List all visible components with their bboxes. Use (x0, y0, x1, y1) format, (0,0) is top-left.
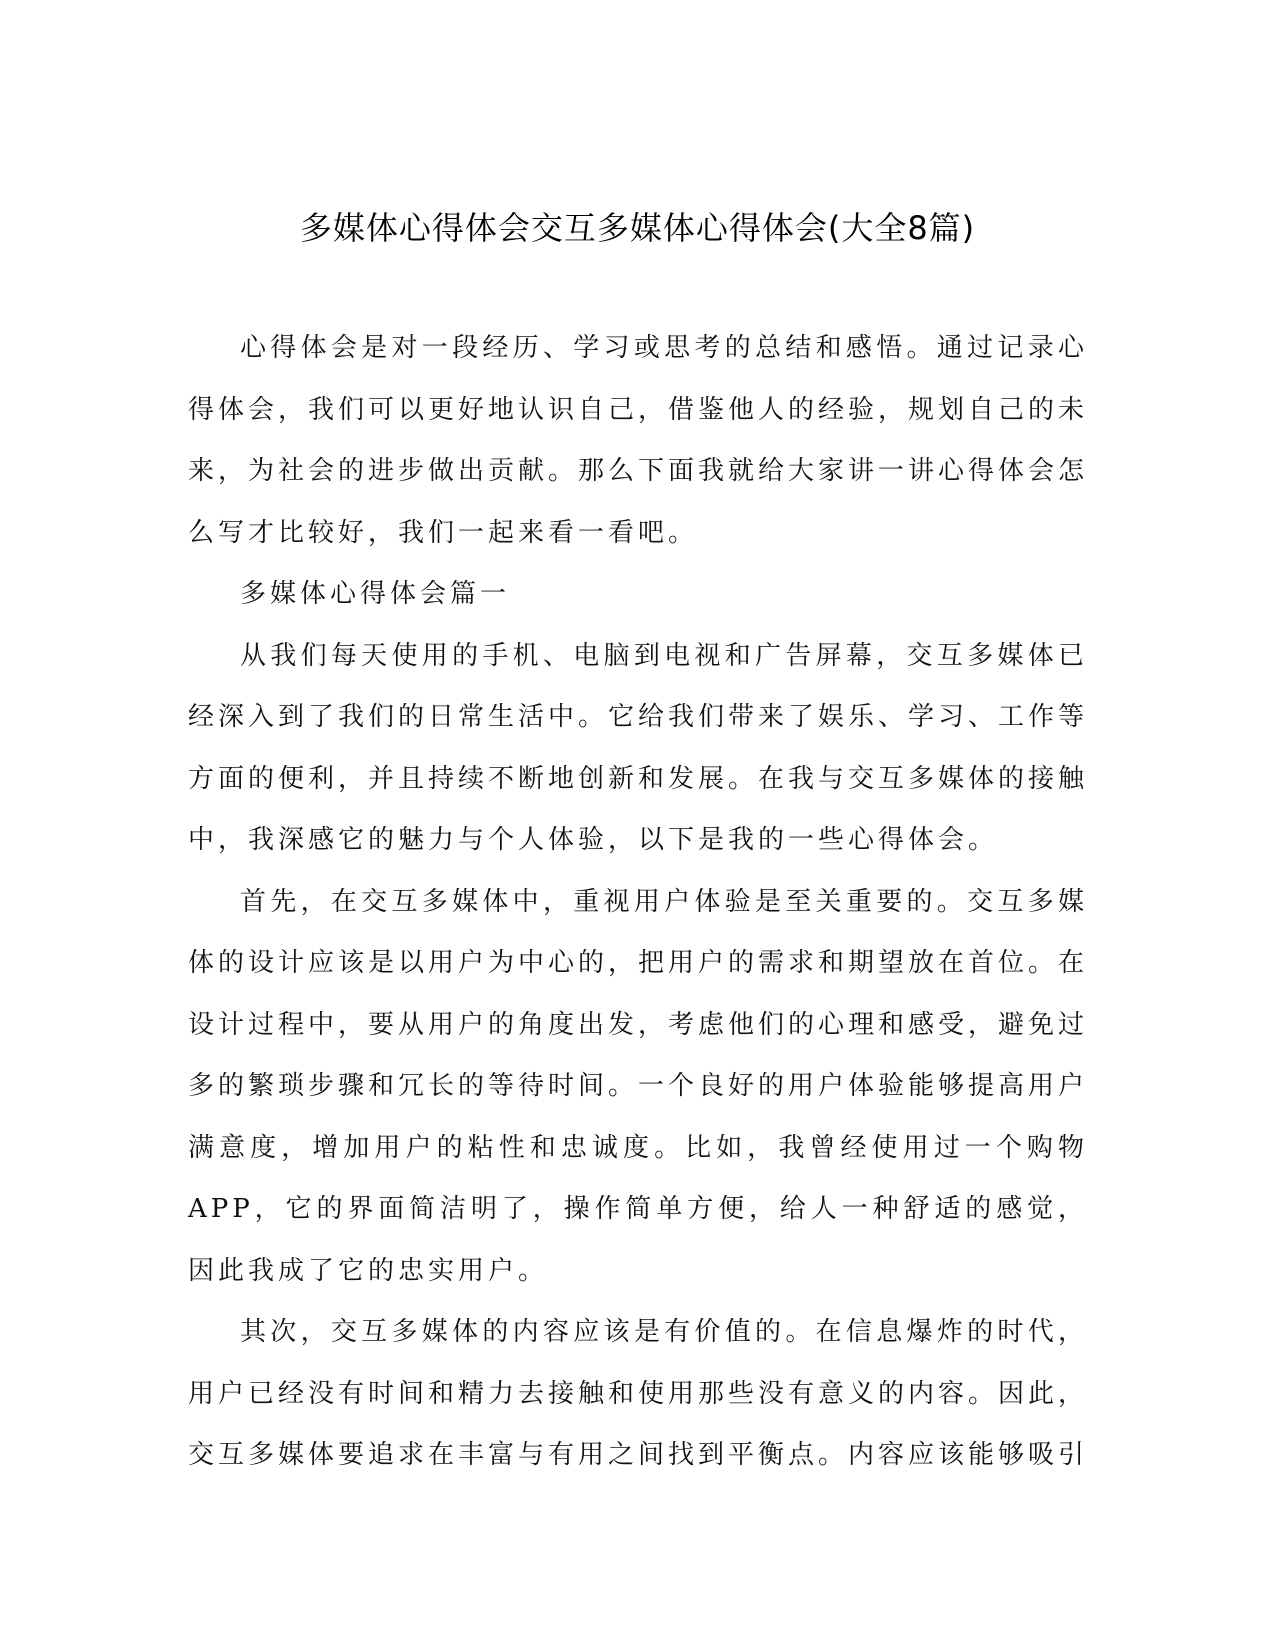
paragraph-3: 其次，交互多媒体的内容应该是有价值的。在信息爆炸的时代，用户已经没有时间和精力去接触和使用那些没有意义的内容。因此，交互多媒体要追求在丰富与有用之间找到平衡点。内容应该能够吸引 (188, 1317, 1089, 1470)
paragraph-2: 首先，在交互多媒体中，重视用户体验是至关重要的。交互多媒体的设计应该是以用户为中心的，把用户的需求和期望放在首位。在设计过程中，要从用户的角度出发，考虑他们的心理和感受，避免过多的繁琐步骤和冗长的等待时间。一个良好的用户体验能够提高用户满意度，增加用户的粘性和忠诚度。比如，我曾经使用过一个购物APP，它的界面简洁明了，操作简单方便，给人一种舒适的感觉，因此我成了它的忠实用户。 (188, 886, 1089, 1286)
document-body (188, 318, 1088, 1487)
paragraph-1: 从我们每天使用的手机、电脑到电视和广告屏幕，交互多媒体已经深入到了我们的日常生活中。它给我们带来了娱乐、学习、工作等方面的便利，并且持续不断地创新和发展。在我与交互多媒体的接触中，我深感它的魅力与个人体验，以下是我的一些心得体会。 (188, 640, 1089, 855)
section-heading: 多媒体心得体会篇一 (240, 579, 511, 609)
paragraph-intro: 心得体会是对一段经历、学习或思考的总结和感悟。通过记录心得体会，我们可以更好地认识自己，借鉴他人的经验，规划自己的未来，为社会的进步做出贡献。那么下面我就给大家讲一讲心得体会怎么写才比较好，我们一起来看一看吧。 (188, 333, 1089, 548)
document-title: 多媒体心得体会交互多媒体心得体会(大全8篇) (299, 209, 976, 247)
